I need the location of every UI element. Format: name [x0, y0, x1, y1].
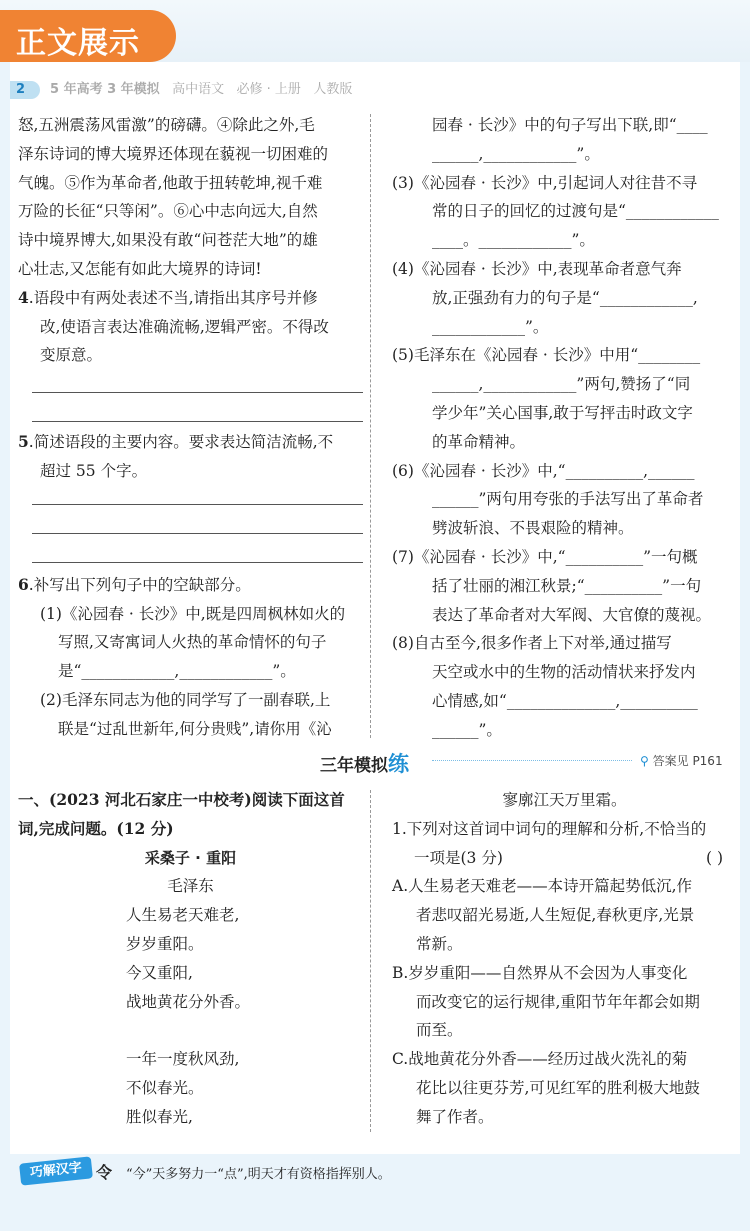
column-divider-top: [370, 114, 371, 738]
section-divider: [432, 760, 632, 761]
option-line: 而至。: [416, 1021, 463, 1040]
fill-blank-line: 表达了革命者对大军阀、大官僚的蔑视。: [432, 605, 712, 624]
tip-text: “今”天多努力一“点”,明天才有资格指挥别人。: [126, 1167, 391, 1182]
passage-line: 万险的长征“只等闲”。⑥心中志向远大,自然: [18, 202, 318, 221]
option-line: 花比以往更芬芳,可见红军的胜利极大地鼓: [416, 1078, 700, 1097]
section-title: 三年模拟练: [320, 752, 409, 776]
fill-blank-line: (5)毛泽东在《沁园春 · 长沙》中用“________: [392, 346, 701, 365]
fill-blank-line: ______”两句用夸张的手法写出了革命者: [432, 490, 704, 509]
fill-blank-line: ______,____________”两句,赞扬了“同: [432, 375, 691, 394]
option-line: 舞了作者。: [416, 1107, 494, 1126]
poem-line: 寥廓江天万里霜。: [502, 791, 627, 809]
passage-line: 诗中境界博大,如果没有敢“问苍茫大地”的雄: [18, 231, 318, 250]
question-5-line: 超过 55 个字。: [40, 461, 148, 480]
poem-line: 战地黄花分外香。: [126, 992, 251, 1011]
left-column-bottom: [18, 786, 363, 1132]
poem-line: 岁岁重阳。: [126, 934, 204, 953]
fill-blank-line: ____。____________”。: [432, 231, 595, 250]
fill-blank-line: ______”。: [432, 720, 502, 739]
poem-line: 今又重阳,: [126, 963, 193, 982]
fill-blank-line: (3)《沁园春 · 长沙》中,引起词人对往昔不寻: [392, 173, 698, 192]
question-6-1-blank[interactable]: 是“____________,____________”。: [58, 662, 296, 681]
passage-line: 怒,五洲震荡风雷激”的磅礴。④除此之外,毛: [18, 116, 315, 134]
fill-blank-line: (6)《沁园春 · 长沙》中,“__________,______: [392, 461, 695, 480]
section-badge-title: 正文展示: [16, 26, 140, 61]
right-column-bottom: [392, 786, 737, 1132]
poem-author: 毛泽东: [167, 877, 214, 896]
question-6-1: (1)《沁园春 · 长沙》中,既是四周枫林如火的: [40, 604, 346, 623]
tip-char: 令: [96, 1163, 113, 1182]
option-C[interactable]: C.战地黄花分外香——经历过战火洗礼的菊: [392, 1050, 688, 1069]
poem-line: 胜似春光,: [126, 1107, 193, 1126]
option-A[interactable]: A.人生易老天难老——本诗开篇起势低沉,作: [392, 877, 693, 896]
section-badge: [0, 10, 176, 62]
question-1-line: 一项是(3 分) ( ): [392, 844, 737, 873]
fill-blank-line: 劈波斩浪、不畏艰险的精神。: [432, 519, 634, 538]
tip-tag: 巧解汉字: [19, 1156, 93, 1185]
fill-blank-line: 的革命精神。: [432, 432, 526, 451]
fill-blank-line: 心情感,如“______________,__________: [432, 691, 698, 710]
fill-blank-line: ______,____________”。: [432, 144, 600, 163]
header-text: 5 年高考 3 年模拟 高中语文 必修 · 上册 人教版: [50, 82, 353, 97]
poem-line: 人生易老天难老,: [126, 906, 240, 925]
part-1-heading-line: 词,完成问题。(12 分): [18, 818, 174, 838]
option-B[interactable]: B.岁岁重阳——自然界从不会因为人事变化: [392, 963, 688, 982]
option-line: 常新。: [416, 934, 463, 953]
question-4-line: 变原意。: [40, 346, 103, 365]
left-column-top: [18, 111, 363, 744]
page-header: [10, 80, 440, 100]
page-number: 2: [10, 81, 40, 99]
passage-line: 气魄。⑤作为革命者,他敢于扭转乾坤,视千难: [18, 173, 323, 192]
option-line: 者悲叹韶光易逝,人生短促,春秋更序,光景: [416, 906, 695, 925]
question-6: 6.补写出下列句子中的空缺部分。: [18, 574, 251, 594]
poem-line: [126, 1016, 363, 1045]
column-divider-bottom: [370, 790, 371, 1132]
poem-title: 采桑子 · 重阳: [144, 848, 237, 867]
question-4-line: 改,使语言表达准确流畅,逻辑严密。不得改: [40, 317, 329, 336]
fill-blank-line: 常的日子的回忆的过渡句是“____________: [432, 202, 719, 221]
passage-line: 泽东诗词的博大境界还体现在藐视一切困难的: [18, 144, 329, 163]
fill-blank-line: 园春 · 长沙》中的句子写出下联,即“____: [432, 116, 708, 134]
fill-blank-line: 括了壮丽的湘江秋景;“__________”一句: [432, 576, 702, 595]
question-6-2-line: 联是“过乱世新年,何分贵贱”,请你用《沁: [58, 719, 332, 738]
passage-line: 心壮志,又怎能有如此大境界的诗词!: [18, 259, 262, 278]
fill-blank-line: 放,正强劲有力的句子是“____________,: [432, 288, 698, 307]
fill-blank-line: (7)《沁园春 · 长沙》中,“__________”一句概: [392, 547, 698, 566]
fill-blank-line: (8)自古至今,很多作者上下对举,通过描写: [392, 634, 672, 653]
question-6-1-line: 写照,又寄寓词人火热的革命情怀的句子: [58, 633, 327, 652]
part-1-heading: 一、(2023 河北石家庄一中校考)阅读下面这首: [18, 790, 345, 809]
question-5: 5.简述语段的主要内容。要求表达简洁流畅,不: [18, 432, 334, 452]
right-column-top: [392, 111, 737, 745]
question-6-2: (2)毛泽东同志为他的同学写了一副春联,上: [40, 690, 331, 709]
answer-reference[interactable]: ⚲ 答案见 P161: [640, 754, 723, 768]
answer-bracket[interactable]: ( ): [705, 848, 723, 867]
fill-blank-line: 天空或水中的生物的活动情状来抒发内: [432, 663, 696, 682]
poem-line: 一年一度秋风劲,: [126, 1050, 240, 1069]
question-1: 1.下列对这首词中词句的理解和分析,不恰当的: [392, 819, 707, 838]
search-icon: ⚲: [640, 754, 649, 768]
fill-blank-line: (4)《沁园春 · 长沙》中,表现革命者意气奔: [392, 259, 682, 278]
poem-line: 不似春光。: [126, 1078, 204, 1097]
fill-blank-line: ____________”。: [432, 317, 549, 336]
fill-blank-line: 学少年”关心国事,敢于写抨击时政文字: [432, 403, 693, 422]
option-line: 而改变它的运行规律,重阳节年年都会如期: [416, 992, 700, 1011]
question-4: 4.语段中有两处表述不当,请指出其序号并修: [18, 287, 318, 307]
